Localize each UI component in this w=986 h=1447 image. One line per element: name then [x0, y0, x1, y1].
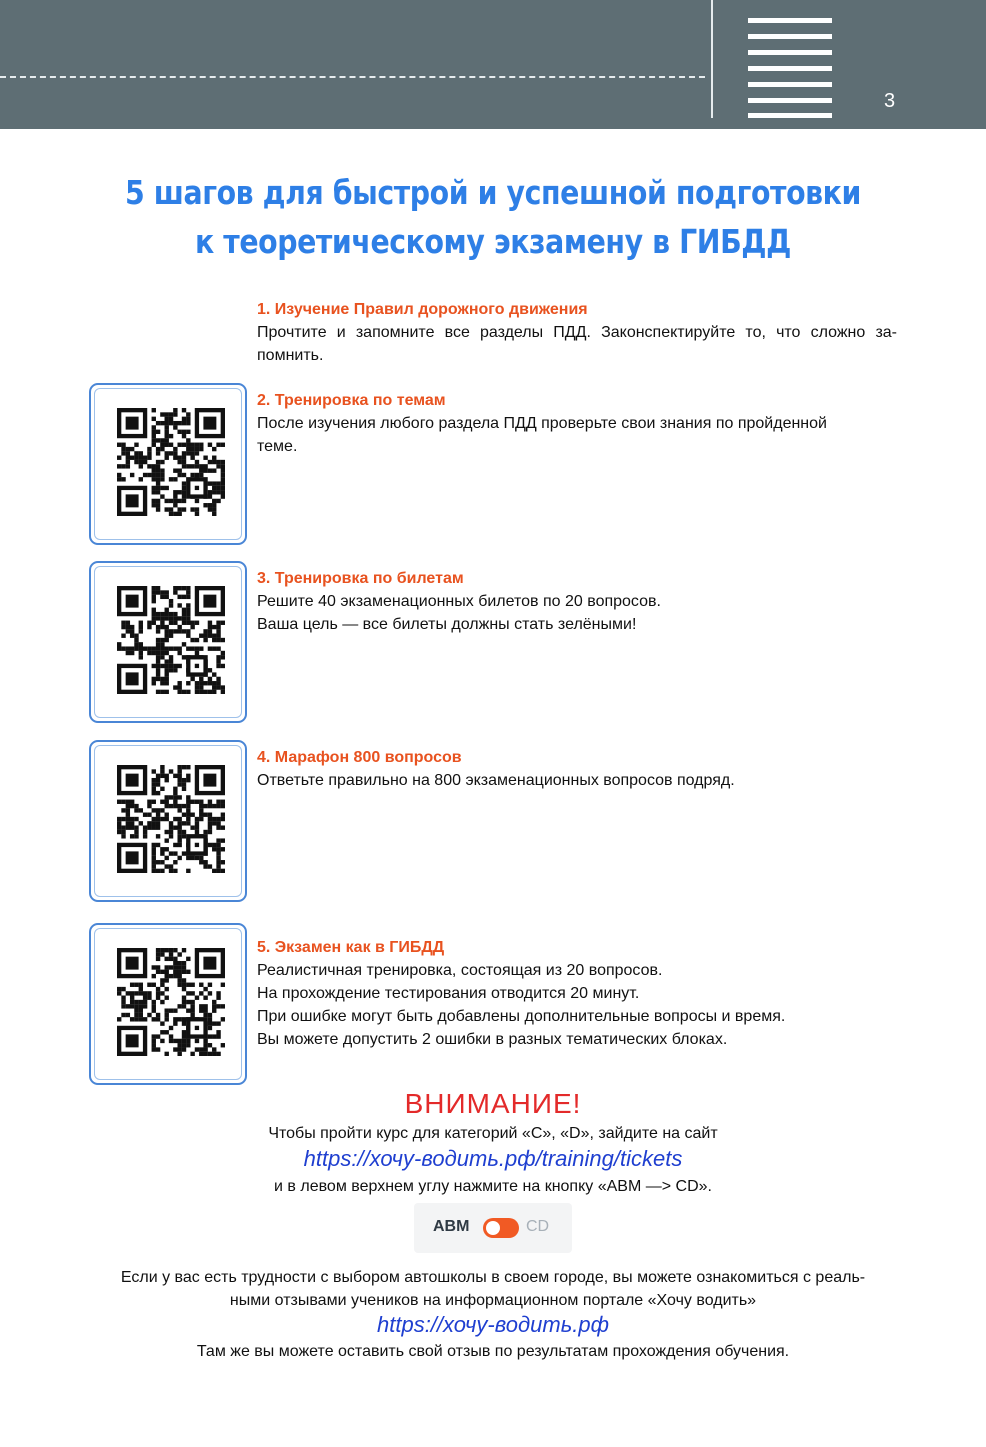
toggle-right-label: CD [526, 1218, 550, 1235]
step-2-title: 2. Тренировка по темам [257, 392, 446, 409]
step-4-text [257, 769, 897, 792]
step-4-title: 4. Марафон 800 вопросов [257, 749, 462, 766]
qr-code-step-3[interactable] [89, 561, 247, 723]
step-3-line-2: Ваша цель — все билеты должны стать зелёными! [257, 616, 637, 633]
page-header [0, 0, 986, 129]
vertical-divider [711, 0, 713, 118]
toggle-switch-icon[interactable] [483, 1218, 519, 1238]
qr-code-step-5[interactable] [89, 923, 247, 1085]
step-1-text [257, 321, 897, 367]
footer-text-1: Если у вас есть трудности с выбором автошколы в своем городе, вы можете ознакомиться с реаль- [120, 1269, 866, 1286]
qr-code-icon [117, 765, 225, 873]
qr-code-icon [117, 948, 225, 1056]
tickets-link[interactable]: https://хочу-водить.рф/training/tickets [303, 1146, 683, 1171]
page-title [0, 168, 986, 266]
step-5-line-2: На прохождение тестирования отводится 20 минут. [257, 985, 640, 1002]
footer-text-2: ными отзывами учеников на информационном портале «Хочу водить» [229, 1292, 757, 1309]
step-5-line-3: При ошибке могут быть добавлены дополнительные вопросы и время. [257, 1008, 786, 1025]
qr-code-step-4[interactable] [89, 740, 247, 902]
toggle-left-label: ABM [433, 1218, 470, 1235]
step-3-title: 3. Тренировка по билетам [257, 570, 464, 587]
attention-text-1: Чтобы пройти курс для категорий «С», «D», зайдите на сайт [268, 1125, 718, 1142]
step-4-line-1: Ответьте правильно на 800 экзаменационных вопросов подряд. [257, 772, 735, 789]
category-toggle[interactable] [414, 1203, 572, 1253]
step-5-line-1: Реалистичная тренировка, состоящая из 20 вопросов. [257, 962, 663, 979]
dashed-divider [0, 76, 705, 78]
step-1-line-1: Прочтите и запомните все разделы ПДД. Законспектируйте то, что сложно за- [257, 324, 897, 341]
step-1-line-2: помнить. [257, 347, 324, 364]
qr-code-step-2[interactable] [89, 383, 247, 545]
step-2-line-1: После изучения любого раздела ПДД проверьте свои знания по пройденной [257, 415, 827, 432]
step-5-text [257, 959, 897, 1051]
footer-text-3: Там же вы можете оставить свой отзыв по результатам прохождения обучения. [196, 1343, 790, 1360]
step-2-text [257, 412, 897, 458]
attention-heading: ВНИМАНИЕ! [404, 1088, 582, 1119]
step-1-title: 1. Изучение Правил дорожного движения [257, 301, 588, 318]
attention-text-2: и в левом верхнем углу нажмите на кнопку «АВМ —> CD». [274, 1178, 712, 1195]
step-2-line-2: теме. [257, 438, 298, 455]
qr-code-icon [117, 586, 225, 694]
page-number: 3 [884, 90, 896, 112]
menu-icon [748, 18, 832, 118]
step-5-line-4: Вы можете допустить 2 ошибки в разных тематических блоках. [257, 1031, 728, 1048]
qr-code-icon [117, 408, 225, 516]
step-3-text [257, 590, 897, 636]
step-5-title: 5. Экзамен как в ГИБДД [257, 939, 445, 956]
step-3-line-1: Решите 40 экзаменационных билетов по 20 вопросов. [257, 593, 661, 610]
page-title-line-2: к теоретическому экзамену в ГИБДД [195, 222, 791, 261]
portal-link[interactable]: https://хочу-водить.рф [377, 1312, 609, 1337]
page-title-line-1: 5 шагов для быстрой и успешной подготовки [125, 173, 861, 212]
